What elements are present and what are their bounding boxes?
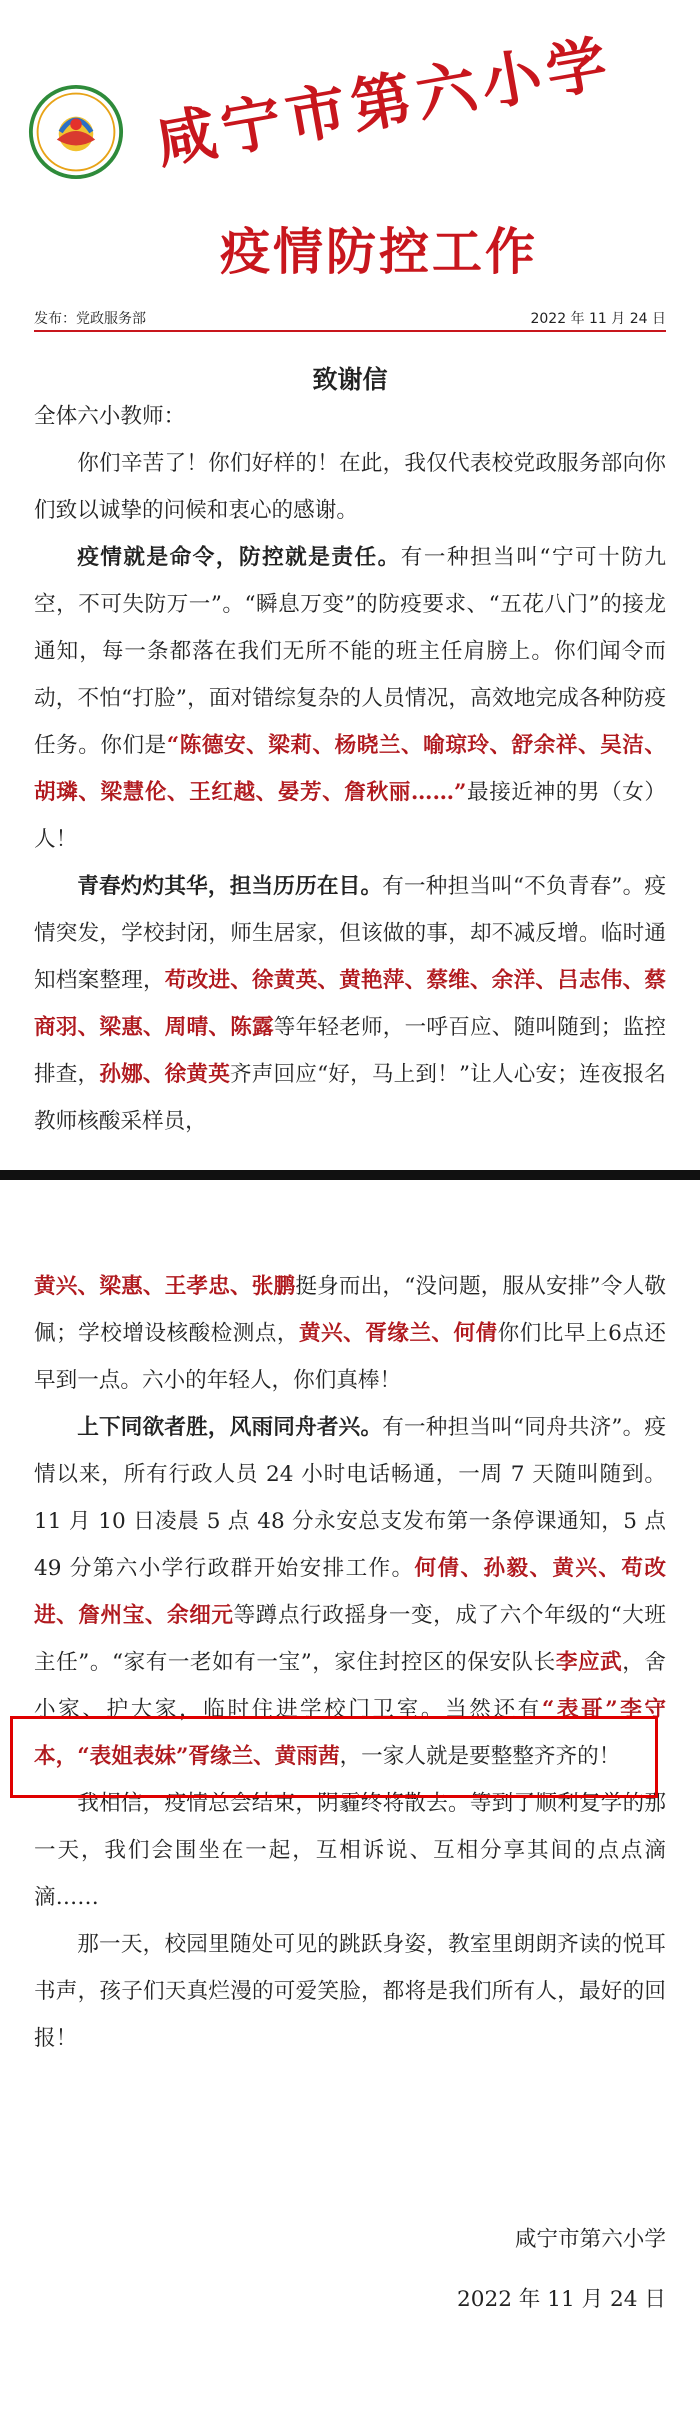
publish-meta [34, 308, 666, 327]
paragraph-youth-continued: 黄兴、梁惠、王孝忠、张鹏挺身而出，“没问题，服从安排”令人敬佩；学校增设核酸检测点，黄兴、胥缘兰、何倩你们比早上6点还早到一点。六小的年轻人，你们真棒！ [34, 1274, 666, 1393]
signature-name: 咸宁市第六小学 [514, 2227, 666, 2252]
paragraph-lead: 青春灼灼其华，担当历历在目。 [77, 874, 383, 899]
signature-date: 2022 年 11 月 24 日 [456, 2287, 666, 2312]
paragraph-greeting: 你们辛苦了！你们好样的！在此，我仅代表校党政服务部向你们致以诚挚的问候和衷心的感谢。 [34, 451, 666, 523]
teacher-names: 孙娜、徐黄英 [99, 1062, 230, 1087]
letter-title: 致谢信 [312, 365, 388, 394]
letter-body-part2 [34, 1263, 666, 2062]
teacher-names: 何倩、孙毅、黄兴、苟改进、詹州宝、余细元 [34, 1556, 666, 1628]
teacher-names: 李应武 [555, 1650, 623, 1675]
publish-date: 2022 年 11 月 24 日 [530, 311, 666, 327]
section-divider [0, 1170, 700, 1180]
teacher-names: 黄兴、梁惠、王孝忠、张鹏 [34, 1274, 296, 1299]
letter-body-part1 [34, 393, 666, 1145]
teacher-names: 苟改进、徐黄英、黄艳萍、蔡维、余洋、吕志伟、蔡商羽、梁惠、周晴、陈露 [34, 968, 666, 1040]
paragraph-lead: 疫情就是命令，防控就是责任。 [77, 545, 401, 570]
paragraph-lead: 上下同欲者胜，风雨同舟者兴。 [77, 1415, 383, 1440]
salutation: 全体六小教师： [34, 404, 186, 429]
signature-block [457, 2210, 666, 2330]
paragraph-duty: 疫情就是命令，防控就是责任。有一种担当叫“宁可十防九空，不可失防万一”。“瞬息万变”的防疫要求、“五花八门”的接龙通知，每一条都落在我们无所不能的班主任肩膀上。你们闻令而动，不怕“打脸”，面对错综复杂的人员情况，高效地完成各种防疫任务。你们是“陈德安、梁莉、杨晓兰、喻琼玲、舒余祥、吴洁、胡璘、梁慧伦、王红越、晏芳、詹秋丽……”最接近神的男（女）人！ [34, 545, 666, 852]
paragraph-hope: 我相信，疫情总会结束，阴霾终将散去。等到了顺利复学的那一天，我们会围坐在一起，互相诉说、互相分享其间的点点滴滴…… [34, 1791, 666, 1910]
header-subtitle: 疫情防控工作 [220, 222, 538, 281]
school-name: 咸宁市第六小学 [150, 28, 618, 178]
teacher-names: “表哥”李守本，“表姐表妹”胥缘兰、黄雨茜 [34, 1697, 666, 1769]
teacher-names: “陈德安、梁莉、杨晓兰、喻琼玲、舒余祥、吴洁、胡璘、梁慧伦、王红越、晏芳、詹秋丽……” [34, 733, 666, 805]
school-logo [28, 84, 124, 180]
highlight-frame [10, 1716, 658, 1798]
header-divider [34, 330, 666, 332]
paragraph-reward: 那一天，校园里随处可见的跳跃身姿，教室里朗朗齐读的悦耳书声，孩子们天真烂漫的可爱笑脸，都将是我们所有人，最好的回报！ [34, 1932, 666, 2051]
publisher: 发布：党政服务部 [34, 311, 146, 327]
teacher-names: 黄兴、胥缘兰、何倩 [298, 1321, 498, 1346]
paragraph-together: 上下同欲者胜，风雨同舟者兴。有一种担当叫“同舟共济”。疫情以来，所有行政人员 24 小时电话畅通，一周 7 天随叫随到。11 月 10 日凌晨 5 点 48 分永安总支发布第一条停课通知，5 点 49 分第六小学行政群开始安排工作。何倩、孙毅、黄兴、苟改进、詹州宝、余细元等蹲点行政摇身一变，成了六个年级的“大班主任”。“家有一老如有一宝”，家住封控区的保安队长李应武，舍小家、护大家，临时住进学校门卫室。当然还有“表哥”李守本，“表姐表妹”胥缘兰、黄雨茜，一家人就是要整整齐齐的！ [34, 1415, 666, 1769]
paragraph-youth: 青春灼灼其华，担当历历在目。有一种担当叫“不负青春”。疫情突发，学校封闭，师生居家，但该做的事，却不减反增。临时通知档案整理，苟改进、徐黄英、黄艳萍、蔡维、余洋、吕志伟、蔡商羽、梁惠、周晴、陈露等年轻老师，一呼百应、随叫随到；监控排查，孙娜、徐黄英齐声回应“好，马上到！”让人心安；连夜报名教师核酸采样员， [34, 874, 666, 1134]
